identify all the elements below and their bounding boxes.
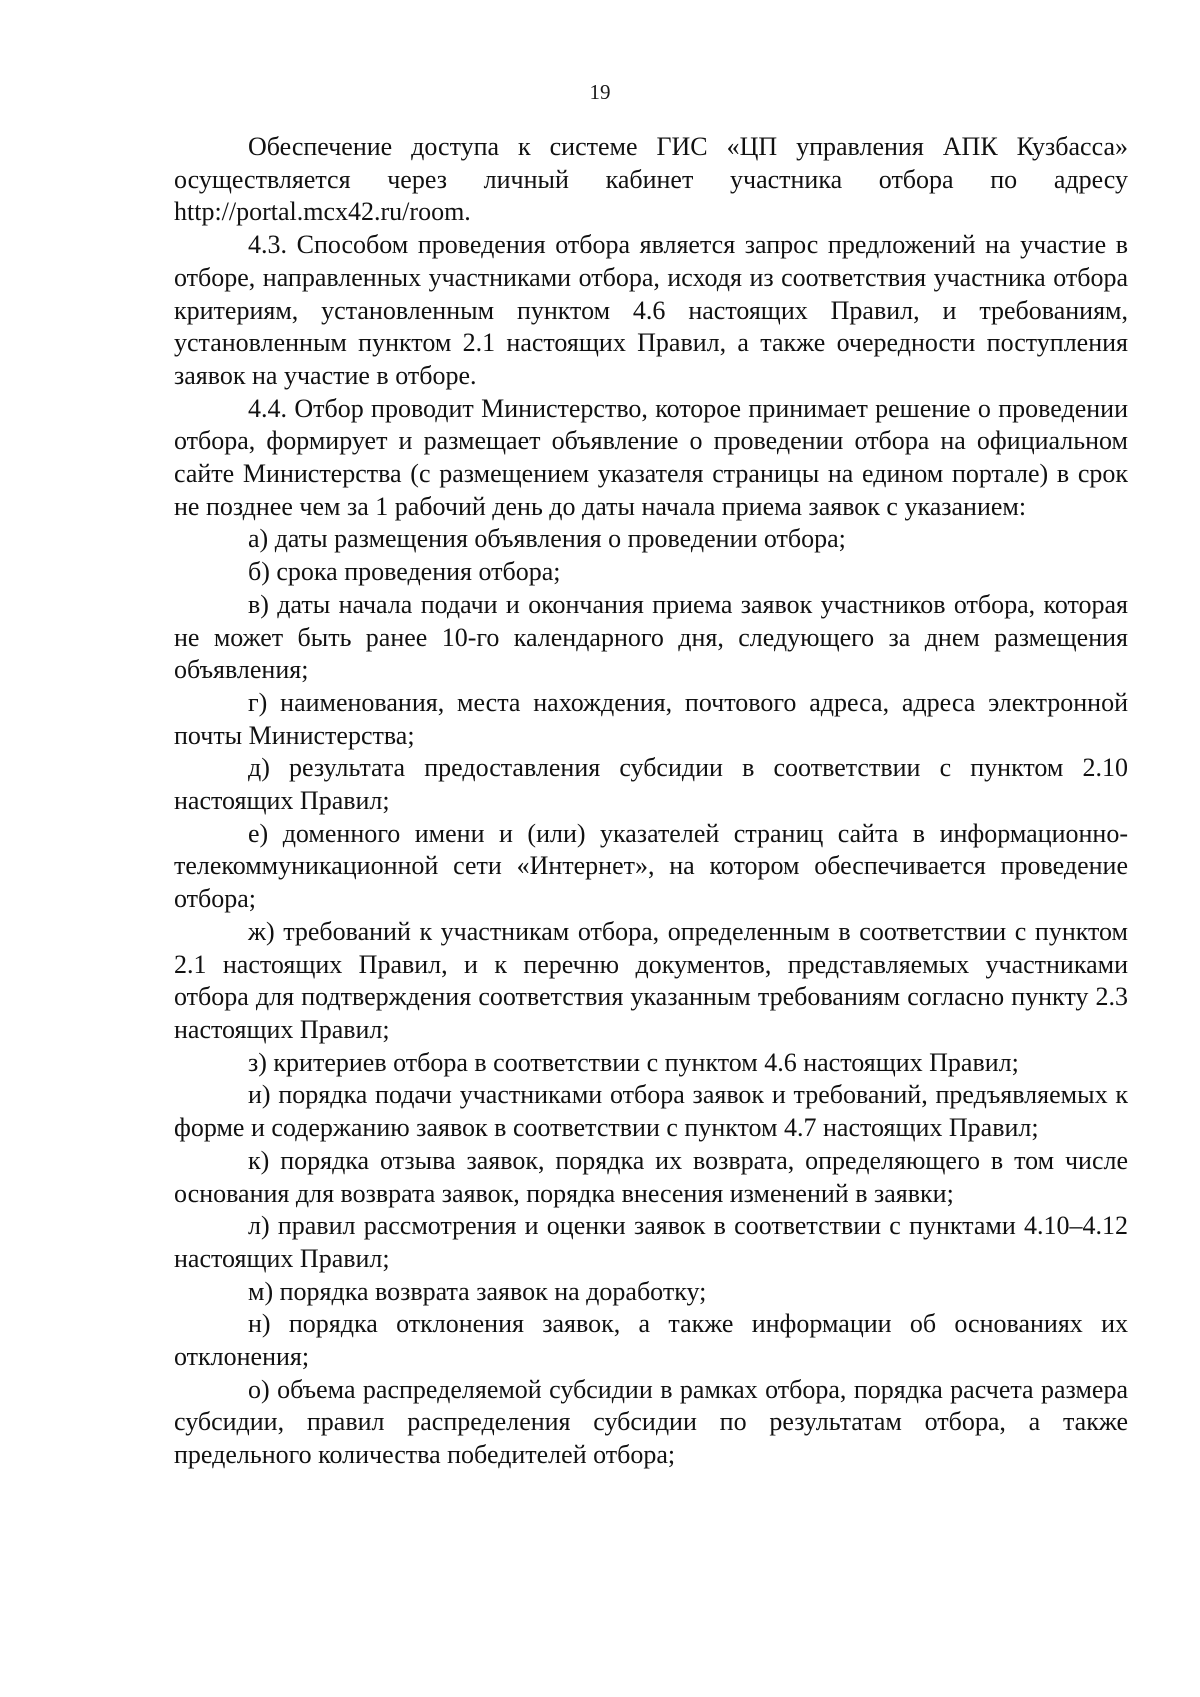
- paragraph-4-4: 4.4. Отбор проводит Министерство, которое принимает решение о проведении отбора, формирует и размещает объявление о проведении отбора на официальном сайте Министерства (с размещением указателя страницы на едином портале) в срок не позднее чем за 1 рабочий день до даты начала приема заявок с указанием:: [174, 393, 1128, 521]
- paragraph-access-info: Обеспечение доступа к системе ГИС «ЦП управления АПК Кузбасса» осуществляется через личный кабинет участника отбора по адресу http://portal.mcx42.ru/room.: [174, 132, 1128, 227]
- list-item-n: н) порядка отклонения заявок, а также информации об основаниях их отклонения;: [174, 1309, 1128, 1372]
- list-item-v: в) даты начала подачи и окончания приема заявок участников отбора, которая не может быть ранее 10-го календарного дня, следующего за днем размещения объявления;: [174, 589, 1128, 685]
- list-item-m: м) порядка возврата заявок на доработку;: [248, 1276, 707, 1306]
- list-item-d: д) результата предоставления субсидии в соответствии с пунктом 2.10 настоящих Правил;: [174, 753, 1128, 816]
- list-item-k: к) порядка отзыва заявок, порядка их возврата, определяющего в том числе основания для возврата заявок, порядка внесения изменений в заявки;: [174, 1145, 1128, 1208]
- list-item-a: а) даты размещения объявления о проведении отбора;: [248, 524, 846, 554]
- document-body: [174, 131, 1128, 1472]
- list-item-b: б) срока проведения отбора;: [248, 557, 561, 587]
- list-item-zh: ж) требований к участникам отбора, определенным в соответствии с пунктом 2.1 настоящих Правил, и к перечню документов, представляемых участниками отбора для подтверждения соответствия указанным требованиям согласно пункту 2.3 настоящих Правил;: [174, 916, 1128, 1044]
- page-number: 19: [589, 80, 611, 104]
- paragraph-4-3: 4.3. Способом проведения отбора является запрос предложений на участие в отборе, направленных участниками отбора, исходя из соответствия участника отбора критериям, установленным пунктом 4.6 настоящих Правил, и требованиям, установленным пунктом 2.1 настоящих Правил, а также очередности поступления заявок на участие в отборе.: [174, 230, 1128, 390]
- list-item-i: и) порядка подачи участниками отбора заявок и требований, предъявляемых к форме и содержанию заявок в соответствии с пунктом 4.7 настоящих Правил;: [174, 1080, 1128, 1143]
- list-item-z: з) критериев отбора в соответствии с пунктом 4.6 настоящих Правил;: [248, 1047, 1019, 1077]
- list-item-l: л) правил рассмотрения и оценки заявок в соответствии с пунктами 4.10–4.12 настоящих Правил;: [174, 1211, 1128, 1273]
- list-item-o: о) объема распределяемой субсидии в рамках отбора, порядка расчета размера субсидии, правил распределения субсидии по результатам отбора, а также предельного количества победителей отбора;: [174, 1374, 1128, 1470]
- list-item-g: г) наименования, места нахождения, почтового адреса, адреса электронной почты Министерства;: [174, 687, 1128, 750]
- list-item-e: е) доменного имени и (или) указателей страниц сайта в информационно-телекоммуникационной сети «Интернет», на котором обеспечивается проведение отбора;: [174, 818, 1128, 914]
